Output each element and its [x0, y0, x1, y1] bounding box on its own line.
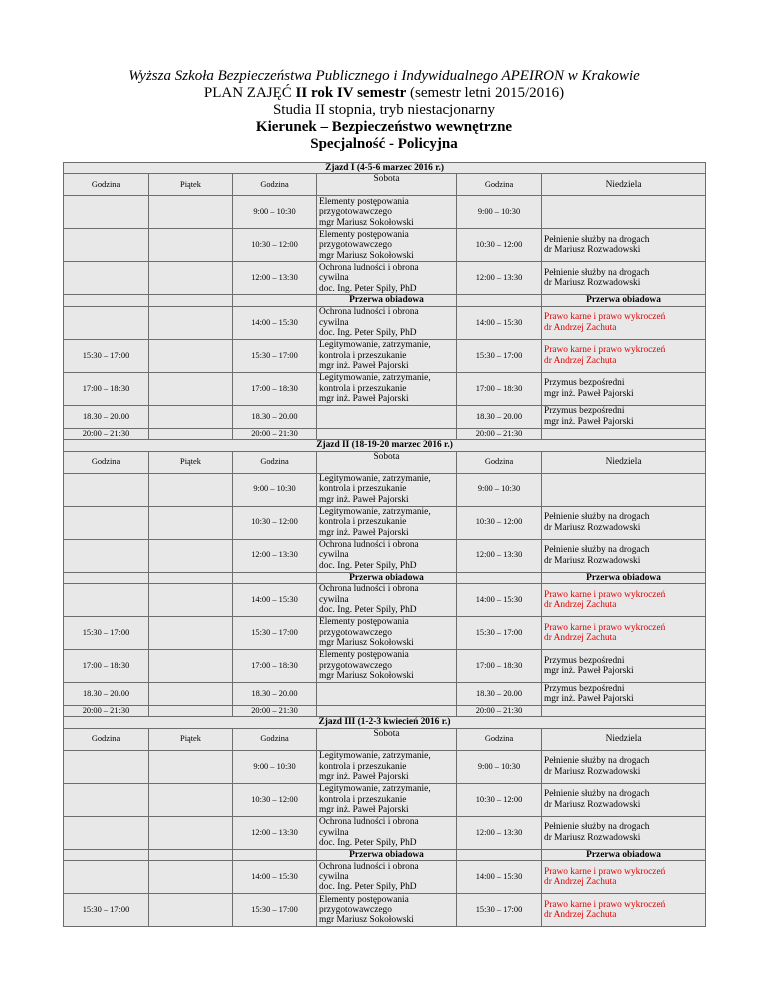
col-header-godzina: Godzina [233, 451, 317, 473]
class-cell: Legitymowanie, zatrzymanie, kontrola i przeszukanie mgr inż. Paweł Pajorski [317, 506, 457, 539]
class-cell: Legitymowanie, zatrzymanie, kontrola i przeszukanie mgr inż. Paweł Pajorski [317, 783, 457, 816]
table-row [64, 196, 706, 229]
class-cell: Elementy postępowania przygotowawczego mgr Mariusz Sokołowski [317, 650, 457, 683]
class-cell: Przymus bezpośredni mgr inż. Paweł Pajorski [542, 405, 706, 428]
col-header-piatek: Piątek [149, 728, 233, 750]
table-row [64, 229, 706, 262]
time-cell: 12:00 – 13:30 [233, 539, 317, 572]
time-cell: 20:00 – 21:30 [64, 706, 149, 717]
class-cell: Legitymowanie, zatrzymanie, kontrola i przeszukanie mgr inż. Paweł Pajorski [317, 339, 457, 372]
column-header-row [64, 451, 706, 473]
table-row [64, 750, 706, 783]
zjazd-title: Zjazd I (4-5-6 marzec 2016 r.) [64, 163, 706, 174]
plan-title-prefix: PLAN ZAJĘĆ [203, 85, 296, 101]
class-cell: Pełnienie służby na drogach dr Mariusz Rozwadowski [542, 750, 706, 783]
col-header-sobota: Sobota [317, 174, 457, 196]
table-row [64, 262, 706, 295]
table-row [64, 405, 706, 428]
zjazd-title-row [64, 440, 706, 451]
lunch-row [64, 295, 706, 306]
plan-title-year: II rok IV semestr [295, 85, 407, 101]
table-row [64, 539, 706, 572]
time-cell: 15:30 – 17:00 [233, 617, 317, 650]
table-row [64, 783, 706, 816]
zjazd-title: Zjazd III (1-2-3 kwiecień 2016 r.) [64, 717, 706, 728]
time-cell: 12:00 – 13:30 [457, 816, 542, 849]
col-header-godzina: Godzina [457, 451, 542, 473]
table-row [64, 473, 706, 506]
table-row [64, 306, 706, 339]
time-cell: 15:30 – 17:00 [64, 894, 149, 927]
lunch-row [64, 849, 706, 860]
time-cell: 9:00 – 10:30 [233, 473, 317, 506]
class-cell: Pełnienie służby na drogach dr Mariusz Rozwadowski [542, 506, 706, 539]
time-cell: 9:00 – 10:30 [457, 473, 542, 506]
class-cell: Prawo karne i prawo wykroczeń dr Andrzej Zachuta [542, 339, 706, 372]
col-header-piatek: Piątek [149, 451, 233, 473]
time-cell: 9:00 – 10:30 [233, 750, 317, 783]
time-cell: 20:00 – 21:30 [233, 706, 317, 717]
table-row [64, 894, 706, 927]
class-cell: Pełnienie służby na drogach dr Mariusz Rozwadowski [542, 229, 706, 262]
lunch-label: Przerwa obiadowa [317, 849, 457, 860]
time-cell: 18.30 – 20.00 [64, 683, 149, 706]
class-cell: Ochrona ludności i obrona cywilna doc. Ing. Peter Spily, PhD [317, 584, 457, 617]
class-cell: Pełnienie służby na drogach dr Mariusz Rozwadowski [542, 783, 706, 816]
column-header-row [64, 174, 706, 196]
table-row [64, 861, 706, 894]
time-cell: 18.30 – 20.00 [64, 405, 149, 428]
class-cell: Legitymowanie, zatrzymanie, kontrola i przeszukanie mgr inż. Paweł Pajorski [317, 473, 457, 506]
time-cell: 20:00 – 21:30 [64, 428, 149, 439]
school-name: Wyższa Szkoła Bezpieczeństwa Publicznego i Indywidualnego APEIRON w Krakowie [128, 68, 640, 84]
time-cell: 15:30 – 17:00 [457, 894, 542, 927]
class-cell: Pełnienie służby na drogach dr Mariusz Rozwadowski [542, 816, 706, 849]
table-row [64, 706, 706, 717]
class-cell: Ochrona ludności i obrona cywilna doc. Ing. Peter Spily, PhD [317, 861, 457, 894]
col-header-godzina: Godzina [64, 451, 149, 473]
time-cell: 17:00 – 18:30 [64, 372, 149, 405]
specialization: Specjalność - Policyjna [310, 136, 458, 152]
table-row [64, 584, 706, 617]
time-cell: 15:30 – 17:00 [64, 339, 149, 372]
col-header-sobota: Sobota [317, 728, 457, 750]
class-cell: Przymus bezpośredni mgr inż. Paweł Pajorski [542, 650, 706, 683]
time-cell: 17:00 – 18:30 [233, 650, 317, 683]
class-cell: Ochrona ludności i obrona cywilna doc. Ing. Peter Spily, PhD [317, 262, 457, 295]
time-cell: 9:00 – 10:30 [233, 196, 317, 229]
table-row [64, 372, 706, 405]
time-cell: 12:00 – 13:30 [233, 816, 317, 849]
class-cell: Elementy postępowania przygotowawczego mgr Mariusz Sokołowski [317, 196, 457, 229]
class-cell: Ochrona ludności i obrona cywilna doc. Ing. Peter Spily, PhD [317, 816, 457, 849]
time-cell: 15:30 – 17:00 [233, 339, 317, 372]
time-cell: 14:00 – 15:30 [233, 306, 317, 339]
col-header-piatek: Piątek [149, 174, 233, 196]
zjazd-title-row [64, 717, 706, 728]
time-cell: 15:30 – 17:00 [457, 339, 542, 372]
time-cell: 10:30 – 12:00 [233, 229, 317, 262]
class-cell: Prawo karne i prawo wykroczeń dr Andrzej Zachuta [542, 861, 706, 894]
col-header-sobota: Sobota [317, 451, 457, 473]
col-header-godzina: Godzina [233, 728, 317, 750]
study-mode: Studia II stopnia, tryb niestacjonarny [272, 102, 496, 118]
class-cell: Prawo karne i prawo wykroczeń dr Andrzej Zachuta [542, 584, 706, 617]
time-cell: 20:00 – 21:30 [233, 428, 317, 439]
time-cell: 10:30 – 12:00 [457, 506, 542, 539]
col-header-niedziela: Niedziela [542, 451, 706, 473]
class-cell: Prawo karne i prawo wykroczeń dr Andrzej Zachuta [542, 617, 706, 650]
lunch-label: Przerwa obiadowa [542, 295, 706, 306]
class-cell: Legitymowanie, zatrzymanie, kontrola i przeszukanie mgr inż. Paweł Pajorski [317, 750, 457, 783]
col-header-godzina: Godzina [64, 174, 149, 196]
table-row [64, 617, 706, 650]
time-cell: 20:00 – 21:30 [457, 428, 542, 439]
time-cell: 18.30 – 20.00 [457, 683, 542, 706]
time-cell: 9:00 – 10:30 [457, 196, 542, 229]
time-cell: 14:00 – 15:30 [457, 306, 542, 339]
lunch-label: Przerwa obiadowa [542, 849, 706, 860]
lunch-row [64, 572, 706, 583]
time-cell: 15:30 – 17:00 [64, 617, 149, 650]
col-header-niedziela: Niedziela [542, 174, 706, 196]
time-cell: 10:30 – 12:00 [457, 783, 542, 816]
time-cell: 18.30 – 20.00 [233, 405, 317, 428]
class-cell: Elementy postępowania przygotowawczego mgr Mariusz Sokołowski [317, 229, 457, 262]
lunch-label: Przerwa obiadowa [317, 295, 457, 306]
time-cell: 14:00 – 15:30 [457, 584, 542, 617]
time-cell: 14:00 – 15:30 [233, 861, 317, 894]
field-of-study: Kierunek – Bezpieczeństwo wewnętrzne [255, 119, 513, 135]
plan-title [0, 85, 768, 102]
time-cell: 20:00 – 21:30 [457, 706, 542, 717]
time-cell: 17:00 – 18:30 [457, 372, 542, 405]
column-header-row [64, 728, 706, 750]
time-cell: 15:30 – 17:00 [233, 894, 317, 927]
class-cell: Przymus bezpośredni mgr inż. Paweł Pajorski [542, 372, 706, 405]
time-cell: 12:00 – 13:30 [457, 539, 542, 572]
time-cell: 17:00 – 18:30 [64, 650, 149, 683]
col-header-godzina: Godzina [64, 728, 149, 750]
plan-title-semester: (semestr letni 2015/2016) [406, 85, 565, 101]
class-cell: Prawo karne i prawo wykroczeń dr Andrzej Zachuta [542, 306, 706, 339]
col-header-niedziela: Niedziela [542, 728, 706, 750]
table-row [64, 650, 706, 683]
table-row [64, 683, 706, 706]
class-cell: Pełnienie służby na drogach dr Mariusz Rozwadowski [542, 262, 706, 295]
time-cell: 18.30 – 20.00 [233, 683, 317, 706]
class-cell: Legitymowanie, zatrzymanie, kontrola i przeszukanie mgr inż. Paweł Pajorski [317, 372, 457, 405]
col-header-godzina: Godzina [233, 174, 317, 196]
class-cell: Ochrona ludności i obrona cywilna doc. Ing. Peter Spily, PhD [317, 539, 457, 572]
lunch-label: Przerwa obiadowa [542, 572, 706, 583]
time-cell: 10:30 – 12:00 [233, 506, 317, 539]
time-cell: 14:00 – 15:30 [457, 861, 542, 894]
schedule-table [63, 162, 706, 927]
time-cell: 10:30 – 12:00 [233, 783, 317, 816]
table-row [64, 816, 706, 849]
table-row [64, 339, 706, 372]
lunch-label: Przerwa obiadowa [317, 572, 457, 583]
class-cell: Przymus bezpośredni mgr inż. Paweł Pajorski [542, 683, 706, 706]
time-cell: 14:00 – 15:30 [233, 584, 317, 617]
time-cell: 17:00 – 18:30 [457, 650, 542, 683]
zjazd-title-row [64, 163, 706, 174]
time-cell: 18.30 – 20.00 [457, 405, 542, 428]
class-cell: Ochrona ludności i obrona cywilna doc. Ing. Peter Spily, PhD [317, 306, 457, 339]
time-cell: 17:00 – 18:30 [233, 372, 317, 405]
zjazd-title: Zjazd II (18-19-20 marzec 2016 r.) [64, 440, 706, 451]
class-cell: Prawo karne i prawo wykroczeń dr Andrzej Zachuta [542, 894, 706, 927]
table-row [64, 428, 706, 439]
class-cell: Pełnienie służby na drogach dr Mariusz Rozwadowski [542, 539, 706, 572]
time-cell: 12:00 – 13:30 [233, 262, 317, 295]
time-cell: 15:30 – 17:00 [457, 617, 542, 650]
col-header-godzina: Godzina [457, 174, 542, 196]
time-cell: 9:00 – 10:30 [457, 750, 542, 783]
time-cell: 10:30 – 12:00 [457, 229, 542, 262]
class-cell: Elementy postępowania przygotowawczego mgr Mariusz Sokołowski [317, 894, 457, 927]
time-cell: 12:00 – 13:30 [457, 262, 542, 295]
class-cell: Elementy postępowania przygotowawczego mgr Mariusz Sokołowski [317, 617, 457, 650]
document-header [0, 68, 768, 153]
table-row [64, 506, 706, 539]
col-header-godzina: Godzina [457, 728, 542, 750]
